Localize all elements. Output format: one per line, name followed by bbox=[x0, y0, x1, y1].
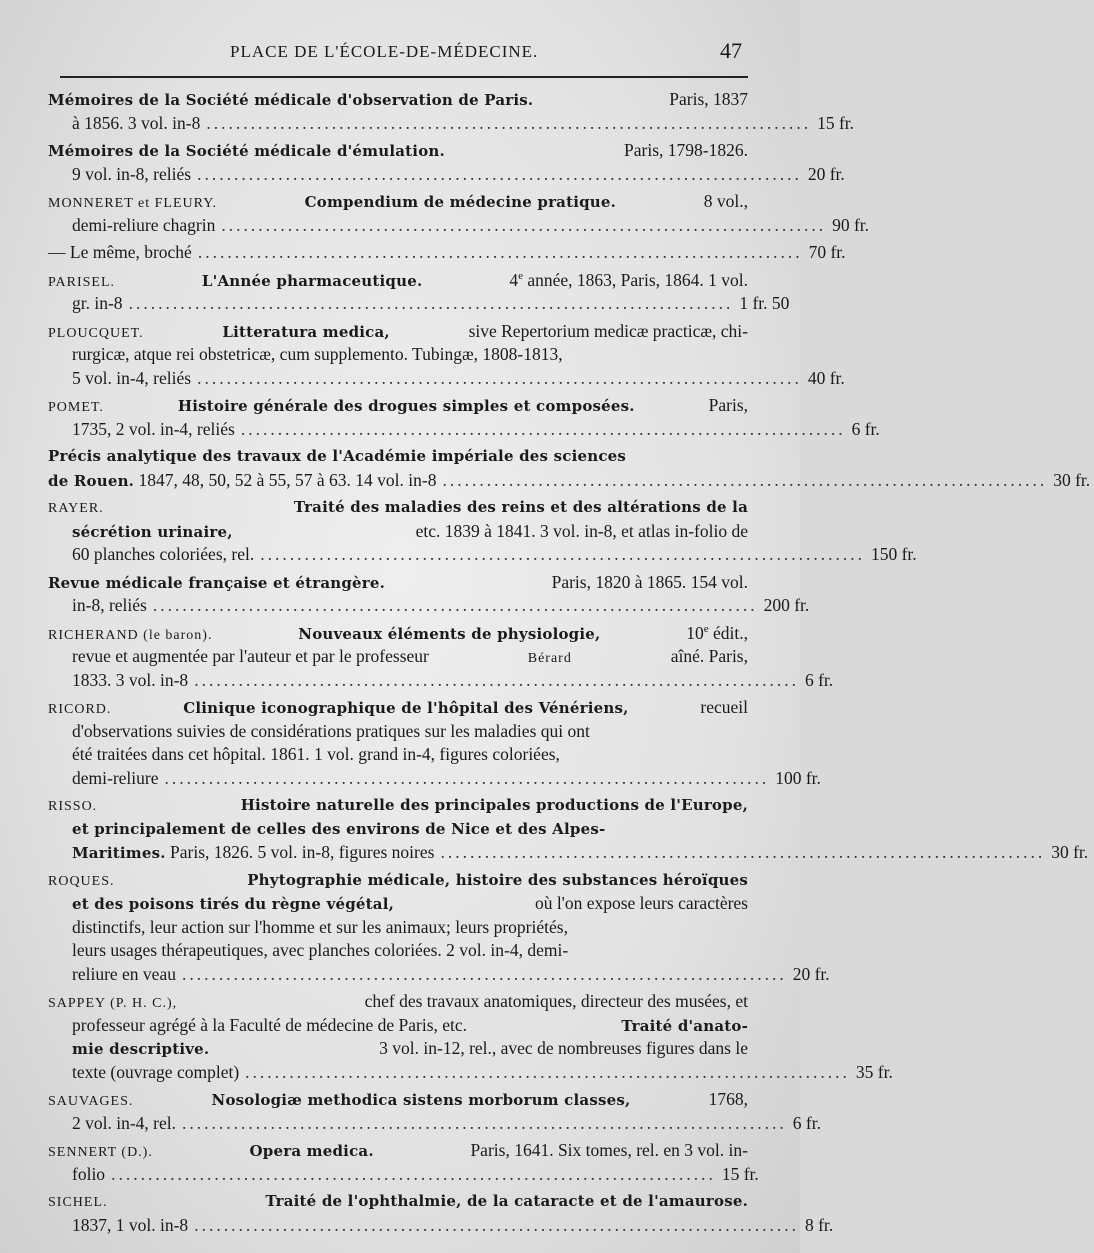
book-title: Traité d'anato- bbox=[621, 1016, 748, 1035]
catalogue-entry: SAUVAGES. Nosologiæ methodica sistens morborum classes, 1768, 2 vol. in-4, rel. .................................................................................. 6 fr. bbox=[48, 1088, 748, 1135]
book-title: Histoire générale des drogues simples et composées. bbox=[177, 397, 635, 415]
catalogue-entry: MONNERET et FLEURY. Compendium de médecine pratique. 8 vol., demi-reliure chagrin .................................................................................. 90 fr. bbox=[48, 190, 748, 237]
author-name: PARISEL. bbox=[48, 274, 116, 290]
dot-leader: .................................................................................. bbox=[442, 469, 1048, 490]
book-title: Compendium de médecine pratique. bbox=[304, 193, 617, 211]
book-title: Nosologiæ methodica sistens morborum classes, bbox=[211, 1091, 631, 1109]
price: 6 fr. bbox=[851, 418, 880, 439]
catalogue-entry: PARISEL. L'Année pharmaceutique. 4e année, 1863, Paris, 1864. 1 vol. gr. in-8 .................................................................................. 1 fr. 50 bbox=[48, 269, 748, 316]
book-title: Nouveaux éléments de physiologie, bbox=[298, 624, 601, 643]
author-name: ROQUES. bbox=[48, 873, 115, 889]
price: 20 fr. bbox=[792, 963, 830, 984]
dot-leader: .................................................................................. bbox=[240, 418, 846, 439]
catalogue-entry: ROQUES. Phytographie médicale, histoire des substances héroïques et des poisons tirés du règne végétal, où l'on expose leurs caractères distinctifs, leur action sur l'homme et sur les animaux; leurs propriétés, leurs usages thérapeutiques, avec planches coloriées. 2 vol. in-4, demi- reliure en veau .................................................................................. 20 fr. bbox=[48, 869, 748, 987]
author-name: POMET. bbox=[48, 400, 104, 415]
catalogue-entry: RISSO. Histoire naturelle des principales productions de l'Europe, et principalement de celles des environs de Nice et des Alpes- Maritimes. Paris, 1826. 5 vol. in-8, figures noires .................................................................................. 30 fr. bbox=[48, 794, 748, 865]
author-name: PLOUCQUET. bbox=[48, 325, 144, 341]
dot-leader: .................................................................................. bbox=[128, 293, 734, 313]
book-title: Traité des maladies des reins et des altérations de la bbox=[293, 498, 748, 516]
catalogue-entry: SENNERT (D.). Opera medica. Paris, 1641. Six tomes, rel. en 3 vol. in- folio .................................................................................. 15 fr. bbox=[48, 1139, 748, 1186]
book-title: Mémoires de la Société médicale d'émulation. bbox=[48, 142, 445, 160]
catalogue-entry: Revue médicale française et étrangère. Paris, 1820 à 1865. 154 vol. in-8, reliés .................................................................................. 200 fr. bbox=[48, 571, 748, 618]
book-title: Revue médicale française et étrangère. bbox=[48, 573, 386, 592]
page-header bbox=[60, 36, 748, 78]
book-title: Opera medica. bbox=[249, 1142, 374, 1160]
dot-leader: .................................................................................. bbox=[440, 842, 1046, 862]
author-name: SICHEL. bbox=[48, 1195, 108, 1210]
author-name: MONNERET et FLEURY. bbox=[48, 196, 217, 211]
price: 15 fr. bbox=[817, 112, 855, 133]
dot-leader: .................................................................................. bbox=[197, 163, 802, 184]
author-name: RISSO. bbox=[48, 799, 98, 814]
book-title: Traité de l'ophthalmie, de la cataracte et de l'amaurose. bbox=[265, 1192, 748, 1210]
dot-leader: .................................................................................. bbox=[245, 1061, 850, 1082]
dot-leader: .................................................................................. bbox=[260, 544, 865, 564]
author-name: SAUVAGES. bbox=[48, 1094, 134, 1109]
catalogue-entry: PLOUCQUET. Litteratura medica, sive Repertorium medicæ practicæ, chi- rurgicæ, atque rei obstetricæ, cum supplemento. Tubingæ, 1808-1813, 5 vol. in-4, reliés .................................................................................. 40 fr. bbox=[48, 320, 748, 391]
catalogue-entry: RICHERAND (le baron). Nouveaux éléments de physiologie, 10e édit., revue et augmentée par l'auteur et par le professeur Bérard aîné. Paris, 1833. 3 vol. in-8 .................................................................................. 6 fr. bbox=[48, 622, 748, 693]
price: 90 fr. bbox=[832, 214, 870, 235]
catalogue-entry: SICHEL. Traité de l'ophthalmie, de la cataracte et de l'amaurose. 1837, 1 vol. in-8 .................................................................................. 8 fr. bbox=[48, 1190, 748, 1237]
price: 6 fr. bbox=[792, 1112, 821, 1133]
price: 40 fr. bbox=[807, 367, 845, 388]
price: 20 fr. bbox=[807, 163, 845, 184]
catalogue-entry: — Le même, broché .................................................................................. 70 fr. bbox=[48, 241, 748, 265]
catalogue-entry: Mémoires de la Société médicale d'émulation. Paris, 1798-1826. 9 vol. in-8, reliés .................................................................................. 20 fr. bbox=[48, 139, 748, 186]
price: 30 fr. bbox=[1053, 469, 1091, 490]
book-title: Histoire naturelle des principales productions de l'Europe, bbox=[240, 796, 748, 814]
catalogue-entry: SAPPEY (P. H. C.), chef des travaux anatomiques, directeur des musées, et professeur agrégé à la Faculté de médecine de Paris, etc. Traité d'anato- mie descriptive. 3 vol. in-12, rel., avec de nombreuses figures dans le texte (ouvrage complet) .................................................................................. 35 fr. bbox=[48, 990, 748, 1084]
price: 8 fr. bbox=[804, 1214, 834, 1235]
dot-leader: .................................................................................. bbox=[111, 1163, 716, 1184]
price: 15 fr. bbox=[721, 1163, 759, 1184]
price: 150 fr. bbox=[870, 544, 917, 564]
author-name: SAPPEY (P. H. C.), bbox=[48, 996, 178, 1011]
dot-leader: .................................................................................. bbox=[197, 242, 803, 262]
dot-leader: .................................................................................. bbox=[152, 595, 758, 615]
price: 30 fr. bbox=[1051, 842, 1089, 862]
catalogue-entry: RAYER. Traité des maladies des reins et des altérations de la sécrétion urinaire, etc. 1839 à 1841. 3 vol. in-8, et atlas in-folio de 60 planches coloriées, rel. .................................................................................. 150 fr. bbox=[48, 496, 748, 567]
book-title: Litteratura medica, bbox=[222, 322, 390, 341]
price: 100 fr. bbox=[775, 767, 821, 788]
dot-leader: .................................................................................. bbox=[182, 1112, 787, 1133]
book-title: L'Année pharmaceutique. bbox=[201, 271, 423, 290]
book-title: Précis analytique des travaux de l'Académie impériale des sciences bbox=[48, 447, 627, 465]
dot-leader: .................................................................................. bbox=[181, 963, 787, 984]
price: 70 fr. bbox=[808, 242, 846, 262]
dot-leader: .................................................................................. bbox=[206, 112, 812, 133]
catalogue-entry: RICORD. Clinique iconographique de l'hôpital des Vénériens, recueil d'observations suivies de considérations pratiques sur les maladies qui ont été traitées dans cet hôpital. 1861. 1 vol. grand in-4, figures coloriées, demi-reliure .................................................................................. 100 fr. bbox=[48, 696, 748, 790]
running-title: PLACE DE L'ÉCOLE-DE-MÉDECINE. bbox=[230, 42, 539, 61]
book-title: Clinique iconographique de l'hôpital des Vénériens, bbox=[183, 699, 629, 717]
catalogue-entry: Précis analytique des travaux de l'Académie impériale des sciences de Rouen. 1847, 48, 50, 52 à 55, 57 à 63. 14 vol. in-8 .................................................................................. 30 fr. bbox=[48, 445, 748, 492]
dot-leader: .................................................................................. bbox=[164, 767, 770, 788]
author-name: RICHERAND (le baron). bbox=[48, 627, 213, 643]
page-number: 47 bbox=[720, 38, 742, 63]
author-name: RAYER. bbox=[48, 501, 104, 516]
dot-leader: .................................................................................. bbox=[194, 1214, 799, 1235]
author-name: RICORD. bbox=[48, 702, 112, 717]
price: 35 fr. bbox=[855, 1061, 893, 1082]
catalogue-entry: POMET. Histoire générale des drogues simples et composées. Paris, 1735, 2 vol. in-4, reliés .................................................................................. 6 fr. bbox=[48, 394, 748, 441]
dot-leader: .................................................................................. bbox=[197, 367, 802, 388]
catalogue-entries bbox=[48, 88, 1091, 1241]
book-title: Mémoires de la Société médicale d'observation de Paris. bbox=[48, 91, 534, 109]
price: 6 fr. bbox=[804, 669, 834, 690]
catalogue-entry: Mémoires de la Société médicale d'observation de Paris. Paris, 1837 à 1856. 3 vol. in-8 .................................................................................. 15 fr. bbox=[48, 88, 748, 135]
book-title: Phytographie médicale, histoire des substances héroïques bbox=[247, 870, 748, 889]
author-name: SENNERT (D.). bbox=[48, 1145, 153, 1160]
dot-leader: .................................................................................. bbox=[221, 214, 827, 235]
price: 200 fr. bbox=[763, 595, 810, 615]
price: 1 fr. 50 bbox=[739, 293, 790, 313]
dot-leader: .................................................................................. bbox=[194, 669, 799, 690]
